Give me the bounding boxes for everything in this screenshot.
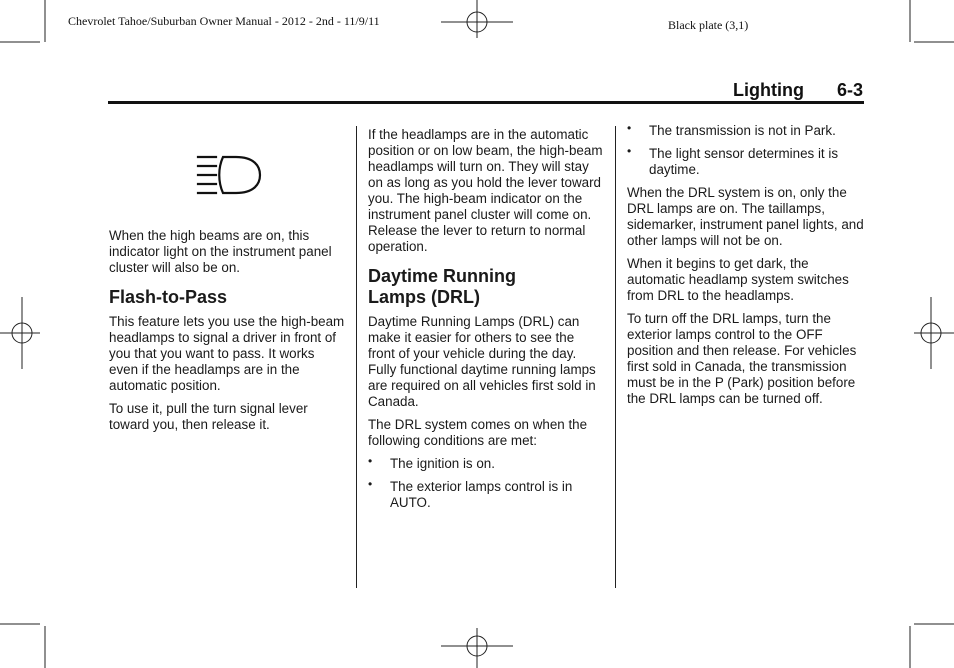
high-beam-indicator-text: When the high beams are on, this indicator light on the instrument panel cluster will also be on. <box>109 228 332 275</box>
list-item: • The light sensor determines it is daytime. <box>627 144 839 177</box>
header-rule <box>108 101 864 104</box>
drl-description: Daytime Running Lamps (DRL) can make it easier for others to see the front of your vehicle during the day. Fully functional daytime running lamps are required on all vehicles first sold in Canada. <box>368 314 596 409</box>
drl-on-text: When the DRL system is on, only the DRL lamps are on. The taillamps, sidemarker, instrument panel lights, and other lamps will not be on. <box>627 185 864 248</box>
drl-turn-off-text: To turn off the DRL lamps, turn the exterior lamps control to the OFF position and then release. For vehicles first sold in Canada, the transmission must be in the P (Park) position before the DRL lamps can be turned off. <box>627 311 857 406</box>
section-title: Lighting <box>733 80 804 100</box>
bullet-icon: • <box>627 121 632 135</box>
list-item: • The exterior lamps control is in AUTO. <box>368 477 573 510</box>
column-2 <box>368 127 604 518</box>
flash-to-pass-instructions: To use it, pull the turn signal lever toward you, then release it. <box>109 401 308 432</box>
bullet-icon: • <box>368 477 373 491</box>
high-beam-indicator-icon <box>196 154 262 196</box>
print-header-right: Black plate (3,1) <box>668 18 749 32</box>
registration-mark-right <box>914 297 954 369</box>
column-divider <box>356 126 357 588</box>
column-divider <box>615 126 616 588</box>
list-item: • The ignition is on. <box>368 454 495 471</box>
bullet-icon: • <box>368 454 373 468</box>
drl-conditions-intro: The DRL system comes on when the following conditions are met: <box>368 417 588 448</box>
registration-mark-top <box>441 0 513 38</box>
high-beam-flash-text: If the headlamps are in the automatic position or on low beam, the high-beam headlamps will turn on. They will stay on as long as you hold the lever toward you. The high-beam indicator on the instrument panel cluster will come on. Release the lever to return to normal operation. <box>368 127 603 254</box>
flash-to-pass-heading: Flash-to-Pass <box>109 287 228 307</box>
print-header-left: Chevrolet Tahoe/Suburban Owner Manual - 2012 - 2nd - 11/9/11 <box>68 14 380 28</box>
column-3 <box>627 123 865 414</box>
registration-mark-bottom <box>441 628 513 668</box>
list-item: • The transmission is not in Park. <box>627 121 836 138</box>
flash-to-pass-description: This feature lets you use the high-beam headlamps to signal a driver in front of you that you want to pass. It works even if the headlamps are in the automatic position. <box>109 314 345 393</box>
drl-heading: Daytime Running Lamps (DRL) <box>368 266 517 307</box>
drl-dark-text: When it begins to get dark, the automatic headlamp system switches from DRL to the headlamps. <box>627 256 849 303</box>
page-number: 6-3 <box>837 80 864 100</box>
bullet-icon: • <box>627 144 632 158</box>
column-1 <box>109 228 345 440</box>
registration-mark-left <box>0 297 40 369</box>
